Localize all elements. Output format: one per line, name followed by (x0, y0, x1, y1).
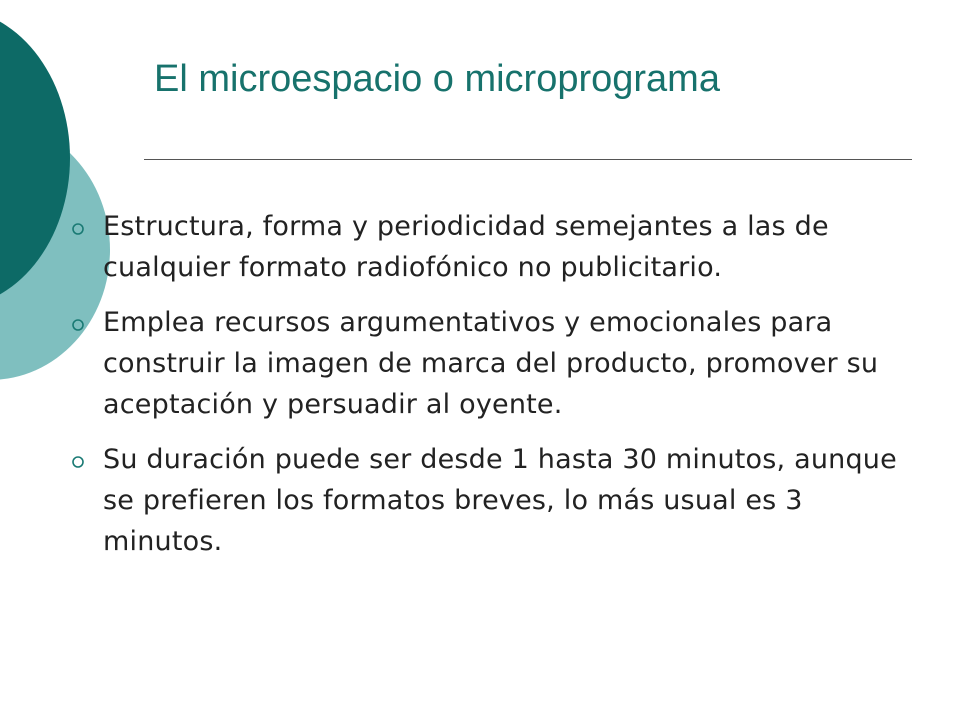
bullet-item (72, 439, 912, 562)
slide-title: El microespacio o microprograma (154, 58, 720, 100)
bullet-text: Emplea recursos argumentativos y emocionales para construir la imagen de marca del producto, promover su aceptación y persuadir al oyente. (103, 307, 879, 420)
bullet-item (72, 206, 912, 288)
ring-bullet-icon (72, 319, 84, 331)
bullet-text: Su duración puede ser desde 1 hasta 30 minutos, aunque se prefieren los formatos breves, lo más usual es 3 minutos. (103, 444, 897, 557)
ring-bullet-icon (72, 223, 84, 235)
title-divider (144, 159, 912, 160)
ring-bullet-icon (72, 456, 84, 468)
bullet-list (72, 206, 912, 576)
bullet-item (72, 302, 912, 425)
bullet-text: Estructura, forma y periodicidad semejantes a las de cualquier formato radiofónico no publicitario. (103, 211, 829, 283)
